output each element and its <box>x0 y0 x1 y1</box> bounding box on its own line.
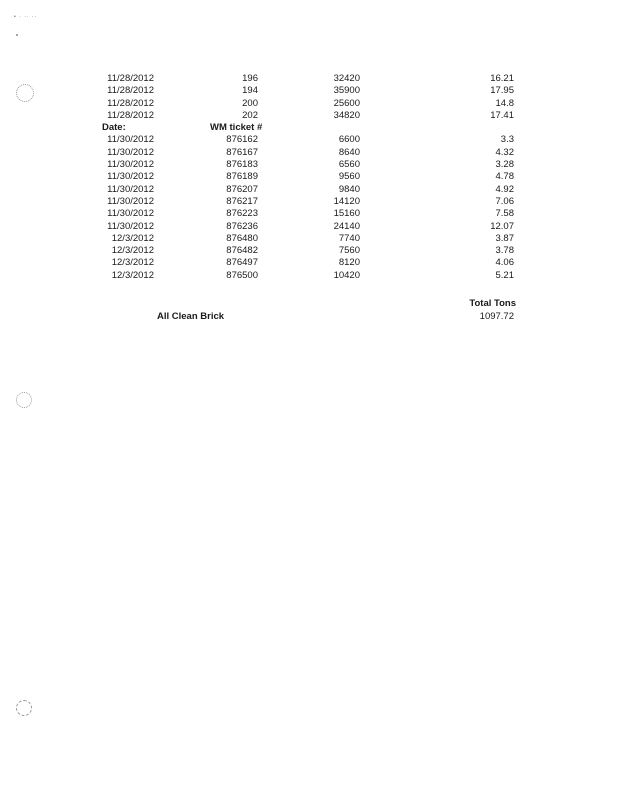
date-cell: 12/3/2012 <box>111 232 154 244</box>
weight-cell: 24140 <box>333 220 360 232</box>
table-row <box>0 73 618 85</box>
ticket-cell: 876162 <box>226 134 258 146</box>
ticket-cell: 876217 <box>226 195 258 207</box>
table-row <box>0 221 618 233</box>
date-cell: 11/30/2012 <box>107 208 154 220</box>
table-row <box>0 245 618 257</box>
date-cell: 11/28/2012 <box>107 109 154 121</box>
table-row <box>0 196 618 208</box>
date-cell: 12/3/2012 <box>111 257 154 269</box>
date-cell: 11/30/2012 <box>107 159 154 171</box>
tons-cell: 12.07 <box>490 220 514 232</box>
table-row <box>0 159 618 171</box>
date-cell: 11/30/2012 <box>107 171 154 183</box>
tons-cell: 16.21 <box>490 73 514 84</box>
table-row <box>0 257 618 269</box>
tons-cell: 3.78 <box>495 245 514 257</box>
weight-cell: 35900 <box>333 85 360 97</box>
ticket-cell: 876207 <box>226 183 258 195</box>
punch-hole-icon <box>16 392 32 408</box>
tons-cell: 4.92 <box>495 183 514 195</box>
table-row <box>0 270 618 282</box>
weight-cell: 9840 <box>338 183 360 195</box>
ticket-cell: 196 <box>242 73 258 84</box>
date-cell: 11/30/2012 <box>107 183 154 195</box>
tons-cell: 7.06 <box>495 195 514 207</box>
punch-hole-icon <box>16 700 32 716</box>
tons-cell: 4.06 <box>495 257 514 269</box>
date-cell: 11/30/2012 <box>107 134 154 146</box>
weight-cell: 7740 <box>338 232 360 244</box>
weight-cell: 10420 <box>333 269 360 281</box>
tons-cell: 14.8 <box>495 97 514 109</box>
date-cell: 11/30/2012 <box>107 146 154 158</box>
ticket-cell: 876167 <box>226 146 258 158</box>
weight-cell: 15160 <box>333 208 360 220</box>
date-cell: 12/3/2012 <box>111 269 154 281</box>
ticket-cell: 876500 <box>226 269 258 281</box>
tons-cell: 3.3 <box>500 134 514 146</box>
total-tons-value: 1097.72 <box>479 311 514 322</box>
tons-cell: 17.41 <box>490 109 514 121</box>
column-header-row <box>0 122 618 134</box>
ticket-cell: 200 <box>242 97 258 109</box>
weight-cell: 25600 <box>333 97 360 109</box>
date-cell: 11/30/2012 <box>107 195 154 207</box>
scan-dot <box>16 34 18 36</box>
table-row <box>0 184 618 196</box>
ticket-table <box>0 73 618 282</box>
date-cell: 11/28/2012 <box>107 97 154 109</box>
ticket-cell: 876480 <box>226 232 258 244</box>
weight-cell: 34820 <box>333 109 360 121</box>
table-row <box>0 85 618 97</box>
table-row <box>0 147 618 159</box>
weight-cell: 6600 <box>338 134 360 146</box>
ticket-cell: 876482 <box>226 245 258 257</box>
weight-cell: 6560 <box>338 159 360 171</box>
ticket-header: WM ticket # <box>210 122 263 134</box>
weight-cell: 32420 <box>333 73 360 84</box>
ticket-cell: 876236 <box>226 220 258 232</box>
header-mark: • · ·· ·· <box>14 14 38 20</box>
tons-cell: 5.21 <box>495 269 514 281</box>
ticket-cell: 876183 <box>226 159 258 171</box>
ticket-cell: 876223 <box>226 208 258 220</box>
date-cell: 11/28/2012 <box>107 73 154 84</box>
ticket-cell: 194 <box>242 85 258 97</box>
tons-cell: 4.78 <box>495 171 514 183</box>
tons-cell: 3.87 <box>495 232 514 244</box>
table-row <box>0 110 618 122</box>
total-tons-label: Total Tons <box>469 298 516 309</box>
date-cell: 11/30/2012 <box>107 220 154 232</box>
ticket-cell: 876497 <box>226 257 258 269</box>
company-name: All Clean Brick <box>157 311 225 322</box>
weight-cell: 7560 <box>338 245 360 257</box>
weight-cell: 14120 <box>333 195 360 207</box>
tons-cell: 4.32 <box>495 146 514 158</box>
table-row <box>0 134 618 146</box>
date-cell: 12/3/2012 <box>111 245 154 257</box>
table-row <box>0 208 618 220</box>
tons-cell: 17.95 <box>490 85 514 97</box>
table-row <box>0 233 618 245</box>
date-header: Date: <box>102 122 126 134</box>
tons-cell: 7.58 <box>495 208 514 220</box>
weight-cell: 9560 <box>338 171 360 183</box>
ticket-cell: 876189 <box>226 171 258 183</box>
table-row <box>0 98 618 110</box>
date-cell: 11/28/2012 <box>107 85 154 97</box>
table-row <box>0 171 618 183</box>
tons-cell: 3.28 <box>495 159 514 171</box>
weight-cell: 8640 <box>338 146 360 158</box>
weight-cell: 8120 <box>338 257 360 269</box>
ticket-cell: 202 <box>242 109 258 121</box>
